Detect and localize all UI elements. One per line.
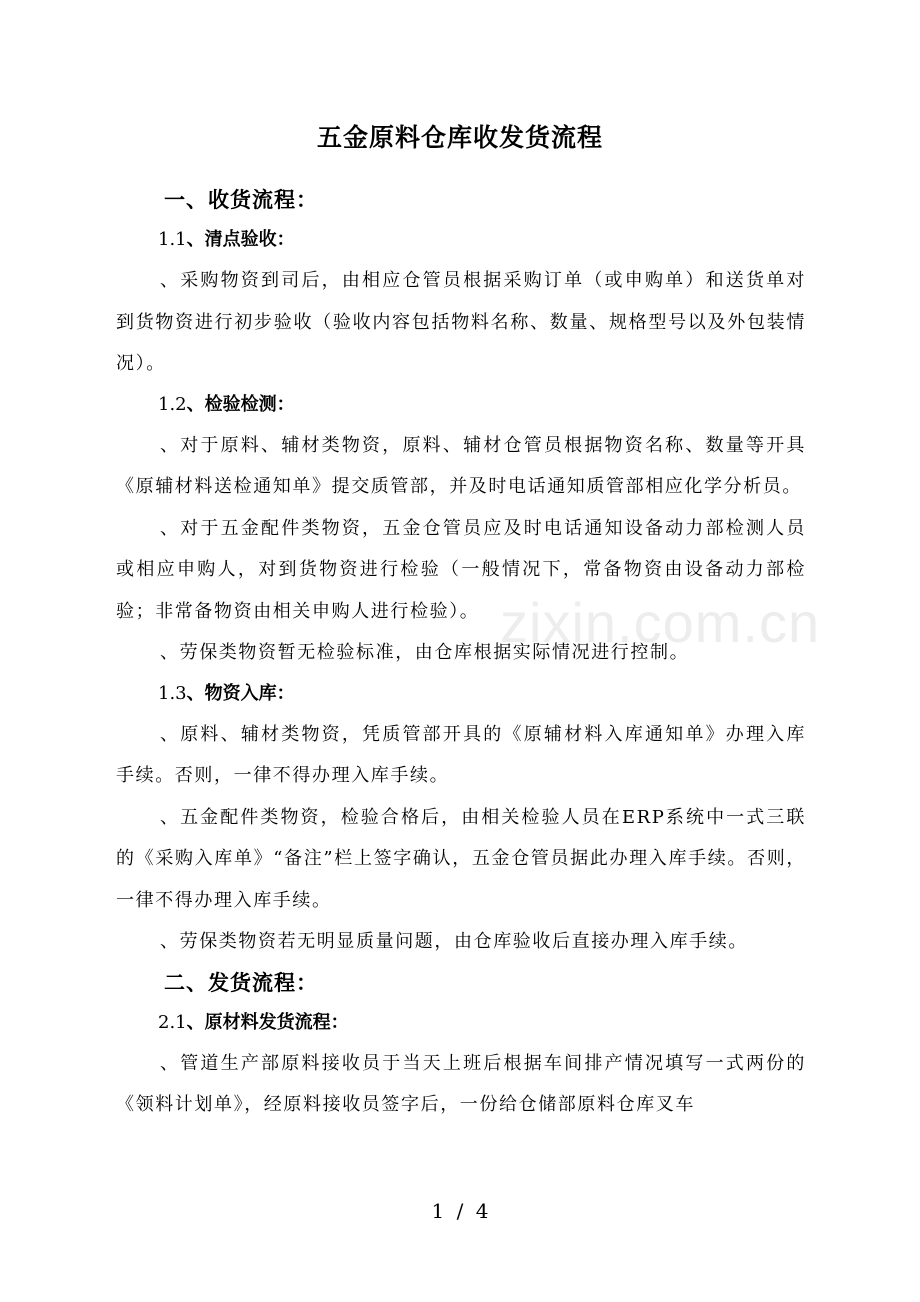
- paragraph: 、对于原料、辅材类物资，原料、辅材仓管员根据物资名称、数量等开具《原辅材料送检通知单》提交质管部，并及时电话通知质管部相应化学分析员。: [116, 434, 806, 497]
- subsection-number: 1.2: [158, 393, 187, 415]
- paragraph: 、采购物资到司后，由相应仓管员根据采购订单（或申购单）和送货单对到货物资进行初步验收（验收内容包括物料名称、数量、规格型号以及外包装情况）。: [116, 270, 806, 374]
- subsection-label: 、清点验收：: [186, 229, 295, 250]
- paragraph: 、原料、辅材类物资，凭质管部开具的《原辅材料入库通知单》办理入库手续。否则，一律不得办理入库手续。: [116, 723, 806, 786]
- page-separator: /: [456, 1199, 464, 1223]
- total-pages: 4: [475, 1199, 489, 1223]
- subsection-number: 2.1: [158, 1011, 187, 1033]
- subsection-heading-warehousing: [116, 674, 806, 714]
- subsection-label: 、物资入库：: [186, 682, 295, 704]
- paragraph: 、管道生产部原料接收员于当天上班后根据车间排产情况填写一式两份的《领料计划单》，经原料接收员签字后，一份给仓储部原料仓库叉车: [116, 1052, 806, 1115]
- document-title: 五金原料仓库收发货流程: [316, 123, 603, 152]
- paragraph: 、劳保类物资暂无检验标准，由仓库根据实际情况进行控制。: [160, 642, 690, 663]
- subsection-number: 1.3: [158, 682, 187, 704]
- subsection-heading-material-shipping: [116, 1003, 806, 1043]
- watermark: zixin.com.cn: [500, 591, 821, 654]
- subsection-label: 、检验检测：: [186, 393, 295, 415]
- subsection-heading-inspection: [116, 385, 806, 425]
- section-heading-receiving: 一、收货流程：: [164, 188, 318, 212]
- subsection-number: 1.1: [158, 229, 187, 250]
- paragraph: 、劳保类物资若无明显质量问题，由仓库验收后直接办理入库手续。: [160, 931, 748, 952]
- subsection-heading-counting: [116, 220, 806, 260]
- paragraph: 、五金配件类物资，检验合格后，由相关检验人员在ERP系统中一式三联的《采购入库单》“备注”栏上签字确认，五金仓管员据此办理入库手续。否则，一律不得办理入库手续。: [116, 806, 806, 911]
- current-page: 1: [431, 1199, 445, 1223]
- page-number: [0, 1196, 920, 1226]
- subsection-label: 、原材料发货流程：: [186, 1011, 349, 1033]
- section-heading-shipping: 二、发货流程：: [164, 970, 318, 995]
- paragraph: 、对于五金配件类物资，五金仓管员应及时电话通知设备动力部检测人员或相应申购人，对到货物资进行检验（一般情况下，常备物资由设备动力部检验；非常备物资由相关申购人进行检验）。: [116, 517, 806, 622]
